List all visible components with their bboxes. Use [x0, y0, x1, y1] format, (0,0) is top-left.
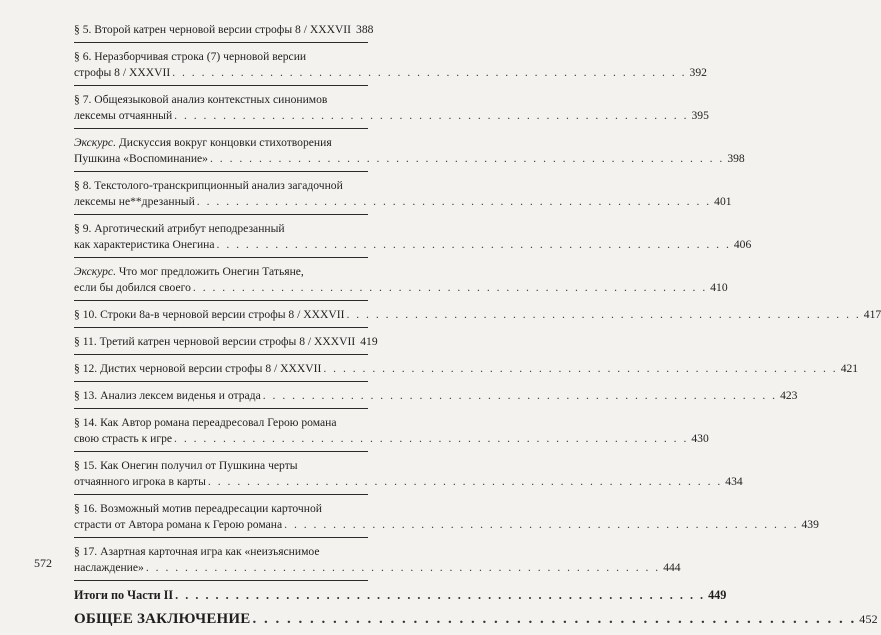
- dot-leader: [208, 151, 724, 167]
- toc-entry: [74, 388, 798, 409]
- dot-leader: [344, 307, 860, 323]
- toc-entry-title-cont: лексемы не**дрезанный: [74, 195, 195, 208]
- toc-page-ref: 430: [691, 432, 709, 445]
- toc-entry-title-cont: как характеристика Онегина: [74, 238, 215, 251]
- toc-page-ref: 419: [360, 335, 378, 348]
- toc-entry-title-cont: наслаждение»: [74, 561, 144, 574]
- toc-entry: [74, 264, 728, 301]
- toc-page-ref: 449: [708, 588, 727, 602]
- toc-entry-title-cont: если бы добился своего: [74, 281, 191, 294]
- toc-entry: [74, 501, 819, 538]
- toc-entry-title: § 10. Строки 8а-в черновой версии строфы 8 / XXXVII: [74, 308, 345, 321]
- excursus-label: Экскурс.: [74, 136, 116, 149]
- toc-entry: [74, 307, 881, 328]
- toc-entry-title: § 6. Неразборчивая строка (7) черновой версии: [74, 50, 307, 63]
- toc-entry: [74, 221, 752, 258]
- toc-entry-title: § 16. Возможный мотив переадресации карточной: [74, 502, 322, 515]
- dot-leader: [144, 560, 660, 576]
- toc-summary-title: Итоги по Части II: [74, 588, 174, 602]
- toc-entry-title: § 12. Дистих черновой версии строфы 8 / XXXVII: [74, 362, 322, 375]
- toc-entry-title: § 5. Второй катрен черновой версии строфы 8 / XXXVII: [74, 23, 352, 36]
- toc-page-ref: 410: [710, 281, 728, 294]
- dot-leader: [215, 237, 731, 253]
- toc-entry-title-cont: страсти от Автора романа к Герою романа: [74, 518, 283, 531]
- excursus-label: Экскурс.: [74, 265, 116, 278]
- toc-summary-entry: [74, 587, 727, 603]
- toc-entry-title-cont: строфы 8 / XXXVII: [74, 66, 171, 79]
- toc-page-ref: 452: [859, 612, 878, 626]
- toc-entry: [74, 178, 732, 215]
- toc-entry-title-cont: отчаянного игрока в карты: [74, 475, 206, 488]
- toc-entry-title: Что мог предложить Онегин Татьяне,: [115, 265, 304, 278]
- toc-page-ref: 395: [691, 109, 709, 122]
- toc-page-ref: 434: [725, 475, 743, 488]
- dot-leader: [282, 517, 798, 533]
- toc-entry-title: Дискуссия вокруг концовки стихотворения: [115, 136, 332, 149]
- dot-leader: [261, 388, 777, 404]
- toc-entry: [74, 22, 374, 43]
- dot-leader: [206, 474, 722, 490]
- toc-entry: [74, 415, 709, 452]
- dot-leader: [321, 361, 837, 377]
- toc-entry: [74, 334, 378, 355]
- toc-entry-title: § 13. Анализ лексем виденья и отрада: [74, 389, 261, 402]
- toc-entry-title-cont: свою страсть к игре: [74, 432, 173, 445]
- toc-entry: [74, 458, 743, 495]
- toc-page-ref: 406: [733, 238, 752, 251]
- toc-entry-title: § 7. Общеязыковой анализ контекстных синонимов: [74, 93, 328, 106]
- toc-entry-title: § 8. Текстолого-транскрипционный анализ загадочной: [74, 179, 343, 192]
- toc-page-ref: 423: [780, 389, 798, 402]
- dot-leader: [172, 108, 688, 124]
- toc-entry: [74, 135, 745, 172]
- dot-leader: [191, 280, 707, 296]
- toc-conclusion-entry: [74, 609, 878, 629]
- dot-leader: [173, 587, 705, 603]
- toc-entry: [74, 92, 709, 129]
- toc-page-ref: 392: [689, 66, 707, 79]
- toc-page-ref: 444: [663, 561, 681, 574]
- table-of-contents: [74, 22, 881, 635]
- toc-entry: [74, 361, 859, 382]
- toc-entry-title-cont: лексемы отчаянный: [74, 109, 173, 122]
- toc-page-ref: 417: [863, 308, 881, 321]
- toc-entry: [74, 544, 681, 581]
- dot-leader: [195, 194, 711, 210]
- dot-leader: [172, 431, 688, 447]
- dot-leader: [170, 65, 686, 81]
- page-number: 572: [34, 556, 52, 570]
- toc-page-ref: 421: [840, 362, 859, 375]
- toc-entry-title: § 11. Третий катрен черновой версии строфы 8 / XXXVII: [74, 335, 356, 348]
- toc-entry-title: § 15. Как Онегин получил от Пушкина черты: [74, 459, 298, 472]
- toc-entry: [74, 49, 707, 86]
- toc-page-ref: 388: [356, 23, 374, 36]
- toc-page-ref: 439: [801, 518, 819, 531]
- toc-entry-title-cont: Пушкина «Воспоминание»: [74, 152, 208, 165]
- toc-page-ref: 398: [727, 152, 745, 165]
- dot-leader: [251, 609, 857, 629]
- toc-entry-title: § 14. Как Автор романа переадресовал Герою романа: [74, 416, 337, 429]
- toc-page-ref: 401: [714, 195, 732, 208]
- toc-entry-title: § 17. Азартная карточная игра как «неизъяснимое: [74, 545, 320, 558]
- toc-conclusion-title: ОБЩЕЕ ЗАКЛЮЧЕНИЕ: [74, 611, 251, 627]
- toc-entry-title: § 9. Арготический атрибут неподрезанный: [74, 222, 285, 235]
